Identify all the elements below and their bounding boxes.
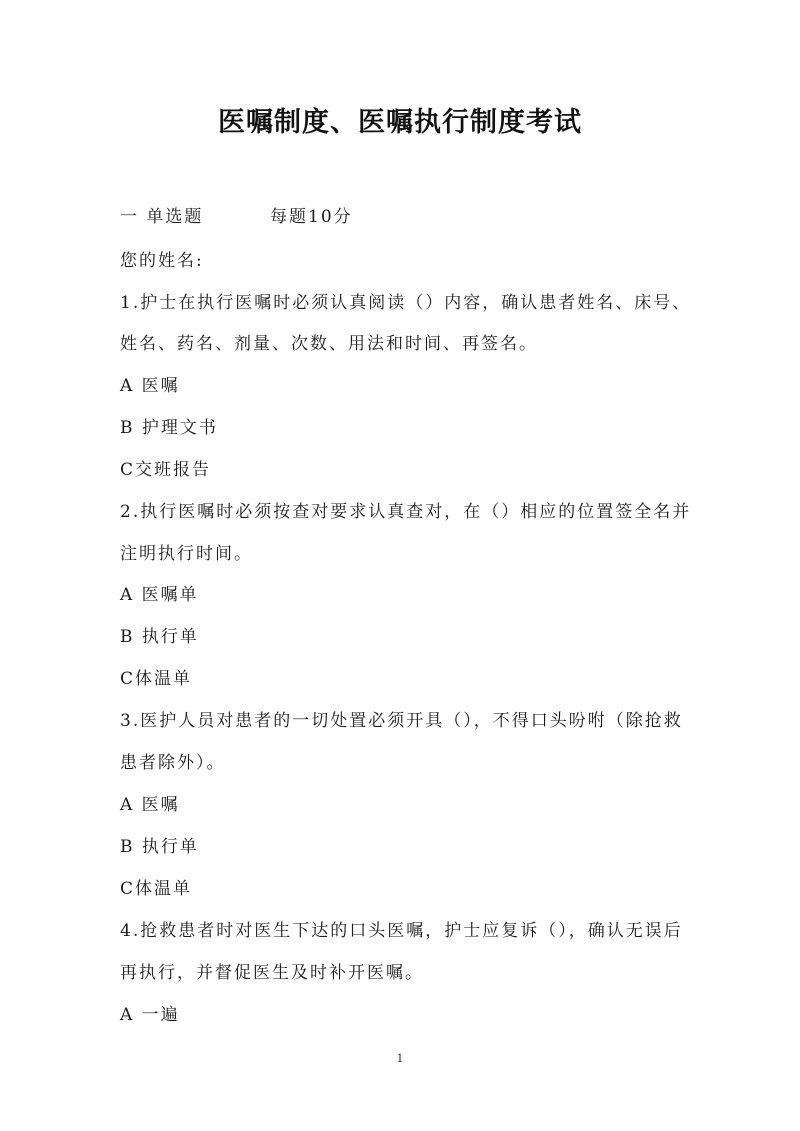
section-header	[120, 202, 353, 227]
page-number: 1	[396, 1052, 404, 1065]
question-1-text-line-1: 1.护士在执行医嘱时必须认真阅读（）内容，确认患者姓名、床号、	[120, 293, 692, 313]
section-score-note: 每题10分	[270, 207, 353, 227]
question-3-text-line-1: 3.医护人员对患者的一切处置必须开具（），不得口头吩咐（除抢救	[120, 711, 683, 731]
question-3-option-b: B 执行单	[120, 837, 199, 857]
question-1-option-a: A 医嘱	[120, 376, 180, 396]
question-3-text-line-2: 患者除外）。	[120, 753, 226, 773]
question-2-option-b: B 执行单	[120, 627, 199, 647]
question-4-text-line-1: 4.抢救患者时对医生下达的口头医嘱，护士应复诉（），确认无误后	[120, 921, 683, 941]
section-label: 一 单选题	[120, 207, 204, 227]
document-title: 医嘱制度、医嘱执行制度考试	[218, 107, 582, 138]
question-3-option-c: C体温单	[120, 879, 193, 899]
question-4-option-a: A 一遍	[120, 1005, 180, 1025]
question-3-option-a: A 医嘱	[120, 795, 180, 815]
question-2-option-c: C体温单	[120, 669, 193, 689]
question-1-option-b: B 护理文书	[120, 418, 218, 438]
question-4-text-line-2: 再执行，并督促医生及时补开医嘱。	[120, 963, 424, 983]
question-1-option-c: C交班报告	[120, 460, 212, 480]
question-2-option-a: A 医嘱单	[120, 585, 199, 605]
question-2-text-line-2: 注明执行时间。	[120, 544, 253, 564]
question-2-text-line-1: 2.执行医嘱时必须按查对要求认真查对，在（）相应的位置签全名并	[120, 502, 692, 522]
name-prompt: 您的姓名:	[120, 251, 204, 271]
question-1-text-line-2: 姓名、药名、剂量、次数、用法和时间、再签名。	[120, 334, 538, 354]
